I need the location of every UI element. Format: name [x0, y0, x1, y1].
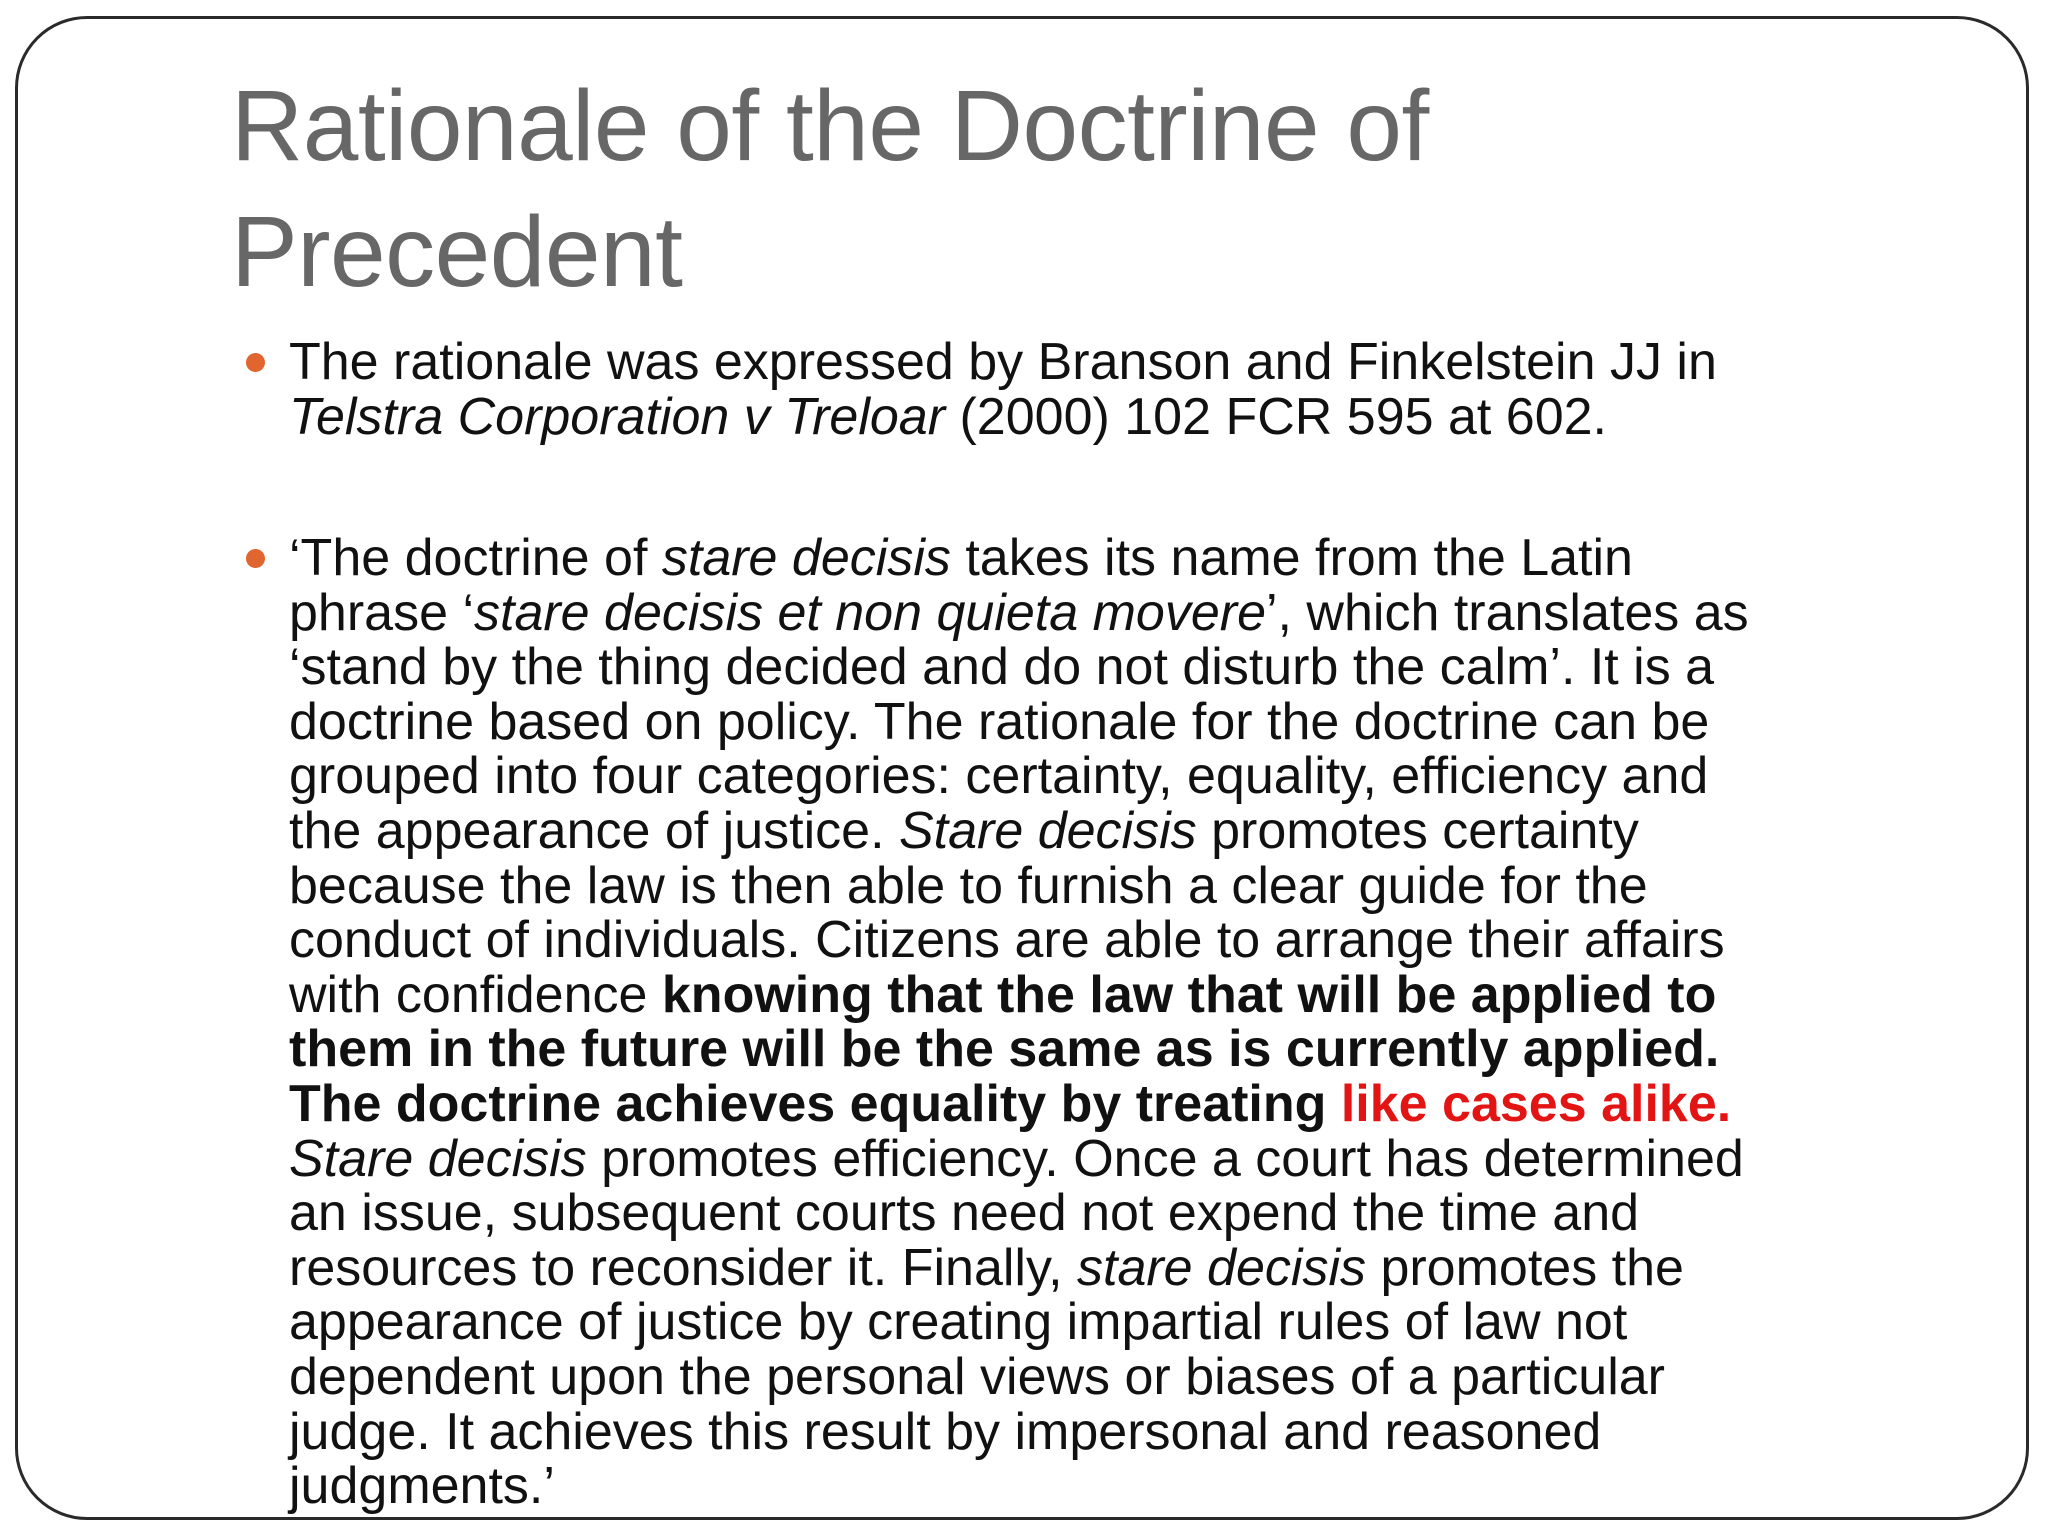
quote-line-2: [289, 583, 1959, 642]
case-name: Telstra Corporation v Treloar: [289, 387, 946, 446]
bullet-dot-icon: [246, 549, 265, 568]
bullet-item-rationale-source: [289, 335, 1929, 444]
quote-italic: Stare decisis: [289, 1129, 587, 1188]
quote-line-7: because the law is then able to furnish a clear guide for the: [289, 856, 1648, 915]
quote-line-13: an issue, subsequent courts need not expend the time and: [289, 1184, 1640, 1243]
quote-line-8: conduct of individuals. Citizens are able to arrange their affairs: [289, 911, 1725, 970]
slide-frame: [15, 16, 2029, 1520]
quote-italic: stare decisis: [1077, 1238, 1366, 1297]
quote-line-1: [289, 531, 1959, 586]
quote-text: promotes the: [1366, 1238, 1684, 1297]
quote-text: the appearance of justice.: [289, 801, 899, 860]
quote-italic: stare decisis: [661, 529, 951, 587]
quote-text: ‘The doctrine of: [289, 529, 662, 587]
quote-italic: stare decisis et non quieta movere: [474, 583, 1266, 642]
highlighted-phrase: like cases alike.: [1340, 1074, 1732, 1133]
case-citation: (2000) 102 FCR 595 at 602.: [945, 387, 1608, 446]
quote-line-14: [289, 1238, 1959, 1297]
quote-line-15: appearance of justice by creating impartial rules of law not: [289, 1293, 1628, 1352]
quote-line-16: dependent upon the personal views or biases of a particular: [289, 1347, 1665, 1406]
quote-line-5: grouped into four categories: certainty, equality, efficiency and: [289, 747, 1709, 806]
quote-line-11: [289, 1074, 1959, 1133]
bullet1-line-2: [289, 387, 1929, 446]
bullet1-line-1: The rationale was expressed by Branson and Finkelstein JJ in: [289, 333, 1717, 391]
quote-italic: Stare decisis: [898, 801, 1197, 860]
title-line-2: Precedent: [231, 196, 683, 308]
quote-text: promotes efficiency. Once a court has determined: [586, 1129, 1744, 1188]
quote-text: ’, which translates as: [1265, 583, 1749, 642]
quote-line-17: judge. It achieves this result by impersonal and reasoned: [289, 1402, 1602, 1461]
quote-text: phrase ‘: [289, 583, 474, 642]
title-line-1: Rationale of the Doctrine of: [231, 70, 1429, 182]
quote-line-18: judgments.’: [289, 1457, 555, 1516]
quote-text: promotes certainty: [1196, 801, 1639, 860]
quote-line-12: [289, 1129, 1959, 1188]
quote-text: takes its name from the Latin: [950, 529, 1633, 587]
quote-bold: knowing that the law that will be applied to: [661, 965, 1717, 1024]
bullet-dot-icon: [246, 353, 265, 372]
quote-bold: The doctrine achieves equality by treating: [289, 1074, 1341, 1133]
bullet-list: [18, 19, 2026, 1517]
quote-line-6: [289, 801, 1959, 860]
quote-line-9: [289, 965, 1959, 1024]
quote-line-10: them in the future will be the same as is currently applied.: [289, 1020, 1720, 1079]
quote-line-4: doctrine based on policy. The rationale for the doctrine can be: [289, 692, 1710, 751]
bullet-item-quotation: [289, 531, 1959, 1514]
quote-line-3: ‘stand by the thing decided and do not disturb the calm’. It is a: [289, 638, 1715, 697]
quote-text: with confidence: [289, 965, 662, 1024]
quote-text: resources to reconsider it. Finally,: [289, 1238, 1077, 1297]
